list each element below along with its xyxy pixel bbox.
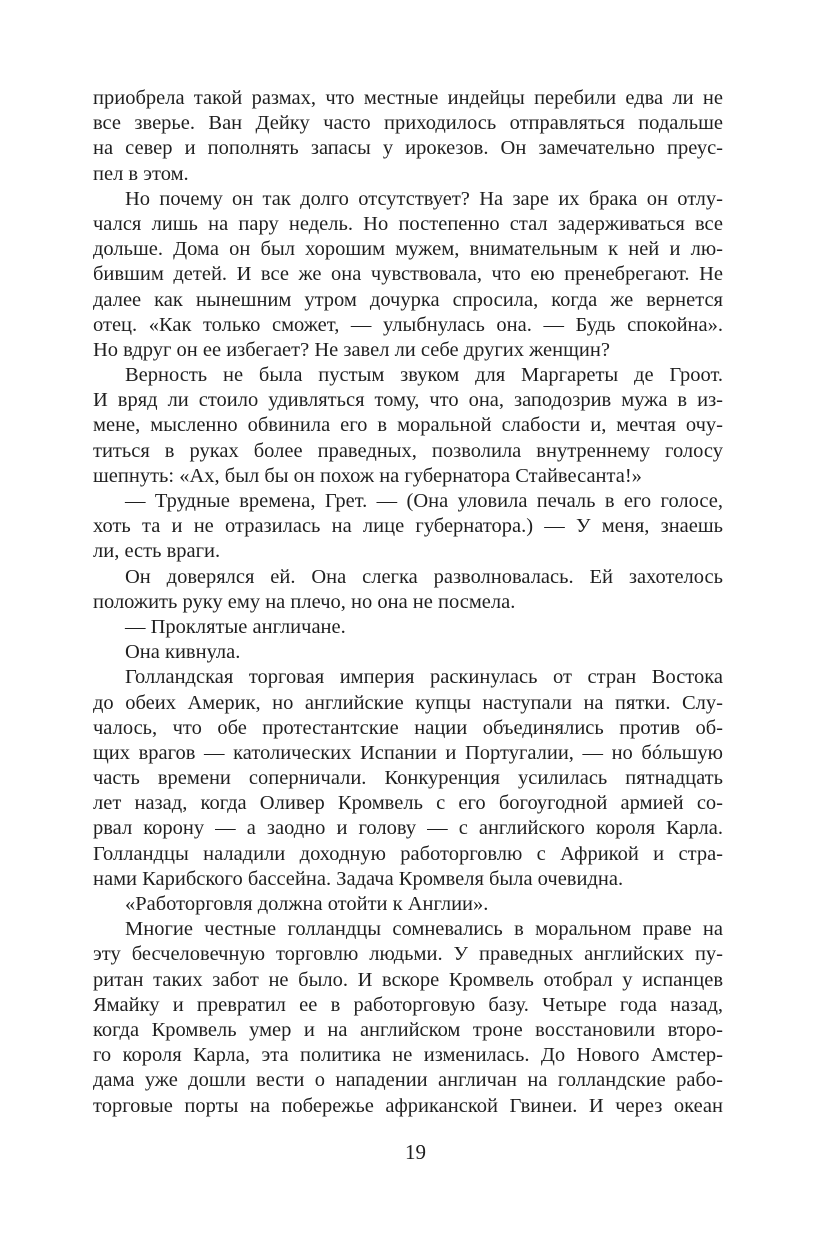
text-line: Голландская торговая империя раскинулась от стран Востока	[125, 666, 723, 689]
text-line: до обеих Америк, но английские купцы наступали на пятки. Слу-	[93, 691, 723, 714]
text-line: хоть та и не отразилась на лице губернатора.) — У меня, знаешь	[93, 515, 723, 538]
text-line: нами Карибского бассейна. Задача Кромвеля была очевидна.	[93, 867, 624, 890]
paragraph	[93, 665, 723, 892]
page-number: 19	[405, 1140, 426, 1164]
text-line: го короля Карла, эта политика не изменилась. До Нового Амстер-	[93, 1044, 723, 1067]
text-line: далее как нынешним утром дочурка спросила, когда же вернется	[93, 288, 723, 311]
paragraph	[93, 363, 723, 489]
text-line: отец. «Как только сможет, — улыбнулась она. — Будь спокойна».	[93, 313, 723, 336]
text-line: эту бесчеловечную торговлю людьми. У праведных английских пу-	[93, 943, 723, 966]
paragraph	[93, 489, 723, 565]
paragraph	[93, 86, 723, 187]
text-line: дольше. Дома он был хорошим мужем, внимательным к ней и лю-	[93, 238, 723, 261]
text-line: щих врагов — католических Испании и Португалии, — но бóльшую	[93, 741, 723, 764]
text-line: Он доверялся ей. Она слегка разволновалась. Ей захотелось	[125, 565, 723, 588]
paragraph	[93, 917, 723, 1119]
text-line: Многие честные голландцы сомневались в моральном праве на	[125, 918, 723, 941]
text-line: чалось, что обе протестантские нации объединялись против об-	[93, 716, 723, 739]
text-line: рвал корону — а заодно и голову — с английского короля Карла.	[93, 817, 723, 840]
text-line: Верность не была пустым звуком для Маргареты де Гроот.	[125, 364, 723, 387]
paragraph	[93, 615, 723, 640]
text-line: «Работорговля должна отойти к Англии».	[125, 893, 489, 915]
text-line: когда Кромвель умер и на английском троне восстановили второ-	[93, 1018, 723, 1041]
page-body-text	[93, 86, 723, 1119]
text-line: — Проклятые англичане.	[125, 615, 346, 638]
text-line: бившим детей. И все же она чувствовала, что ею пренебрегают. Не	[93, 263, 723, 286]
paragraph	[93, 892, 723, 917]
text-line: мене, мысленно обвинила его в моральной слабости и, мечтая очу-	[93, 414, 723, 437]
text-line: И вряд ли стоило удивляться тому, что она, заподозрив мужа в из-	[93, 389, 723, 412]
text-line: пел в этом.	[93, 162, 189, 185]
text-line: все зверье. Ван Дейку часто приходилось отправляться подальше	[93, 112, 723, 135]
text-line: Ямайку и превратил ее в работорговую базу. Четыре года назад,	[93, 993, 723, 1016]
text-line: Голландцы наладили доходную работорговлю с Африкой и стра-	[93, 842, 723, 865]
text-line: Она кивнула.	[125, 641, 241, 664]
text-line: приобрела такой размах, что местные индейцы перебили едва ли не	[93, 87, 723, 109]
text-line: часть времени соперничали. Конкуренция усилилась пятнадцать	[93, 767, 723, 790]
text-line: положить руку ему на плечо, но она не посмела.	[93, 590, 516, 613]
paragraph	[93, 187, 723, 363]
text-line: ритан таких забот не было. И вскоре Кромвель отобрал у испанцев	[93, 968, 723, 991]
text-line: дама уже дошли вести о нападении англичан на голландские рабо-	[93, 1069, 723, 1092]
paragraph	[93, 640, 723, 665]
text-line: торговые порты на побережье африканской Гвинеи. И через океан	[93, 1094, 723, 1117]
text-line: шепнуть: «Ах, был бы он похож на губернатора Стайвесанта!»	[93, 464, 642, 487]
text-line: титься в руках более праведных, позволила внутреннему голосу	[93, 439, 723, 462]
text-line: чался лишь на пару недель. Но постепенно стал задерживаться все	[93, 212, 723, 235]
text-line: лет назад, когда Оливер Кромвель с его богоугодной армией со-	[93, 792, 723, 815]
text-line: на север и пополнять запасы у ирокезов. Он замечательно преус-	[93, 137, 723, 160]
text-line: Но вдруг он ее избегает? Не завел ли себе других женщин?	[93, 338, 610, 361]
paragraph	[93, 565, 723, 615]
text-line: Но почему он так долго отсутствует? На заре их брака он отлу-	[125, 187, 723, 210]
text-line: ли, есть враги.	[93, 540, 221, 563]
text-line: — Трудные времена, Грет. — (Она уловила печаль в его голосе,	[125, 490, 723, 512]
